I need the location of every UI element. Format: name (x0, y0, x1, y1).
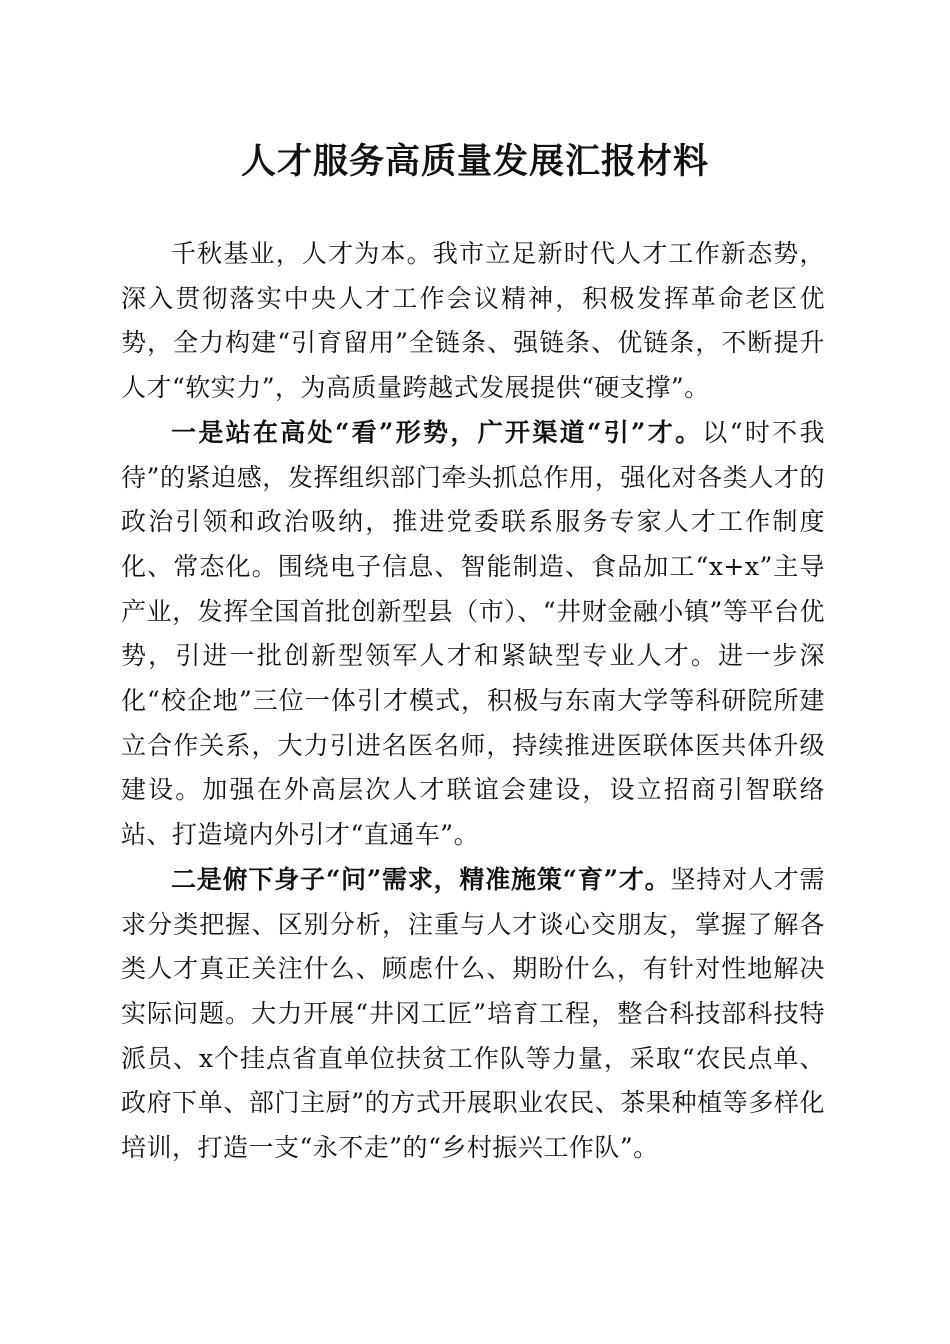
section-2-heading: 二是俯下身子“问”需求，精准施策“育”才。 (171, 864, 671, 894)
paragraph-section-1 (121, 411, 825, 858)
document-title: 人才服务高质量发展汇报材料 (240, 141, 709, 182)
paragraph-intro (121, 232, 825, 411)
document-body (121, 232, 825, 1171)
section-1-heading: 一是站在高处“看”形势，广开渠道“引”才。 (171, 417, 703, 447)
paragraph-intro-text: 千秋基业，人才为本。我市立足新时代人才工作新态势，深入贯彻落实中央人才工作会议精神，积极发挥革命老区优势，全力构建“引育留用”全链条、强链条、优链条，不断提升人才“软实力”，为高质量跨越式发展提供“硬支撑”。 (121, 239, 825, 403)
section-1-text: 以“时不我待”的紧迫感，发挥组织部门牵头抓总作用，强化对各类人才的政治引领和政治吸纳，推进党委联系服务专家人才工作制度化、常态化。围绕电子信息、智能制造、食品加工“x+x”主导产业，发挥全国首批创新型县（市）、“井财金融小镇”等平台优势，引进一批创新型领军人才和紧缺型专业人才。进一步深化“校企地”三位一体引才模式，积极与东南大学等科研院所建立合作关系，大力引进名医名师，持续推进医联体医共体升级建设。加强在外高层次人才联谊会建设，设立招商引智联络站、打造境内外引才“直通车”。 (121, 417, 825, 850)
section-2-text: 坚持对人才需求分类把握、区别分析，注重与人才谈心交朋友，掌握了解各类人才真正关注什么、顾虑什么、期盼什么，有针对性地解决实际问题。大力开展“井冈工匠”培育工程，整合科技部科技特派员、x个挂点省直单位扶贫工作队等力量，采取“农民点单、政府下单、部门主厨”的方式开展职业农民、茶果种植等多样化培训，打造一支“永不走”的“乡村振兴工作队”。 (121, 864, 825, 1163)
paragraph-section-2 (121, 858, 825, 1171)
